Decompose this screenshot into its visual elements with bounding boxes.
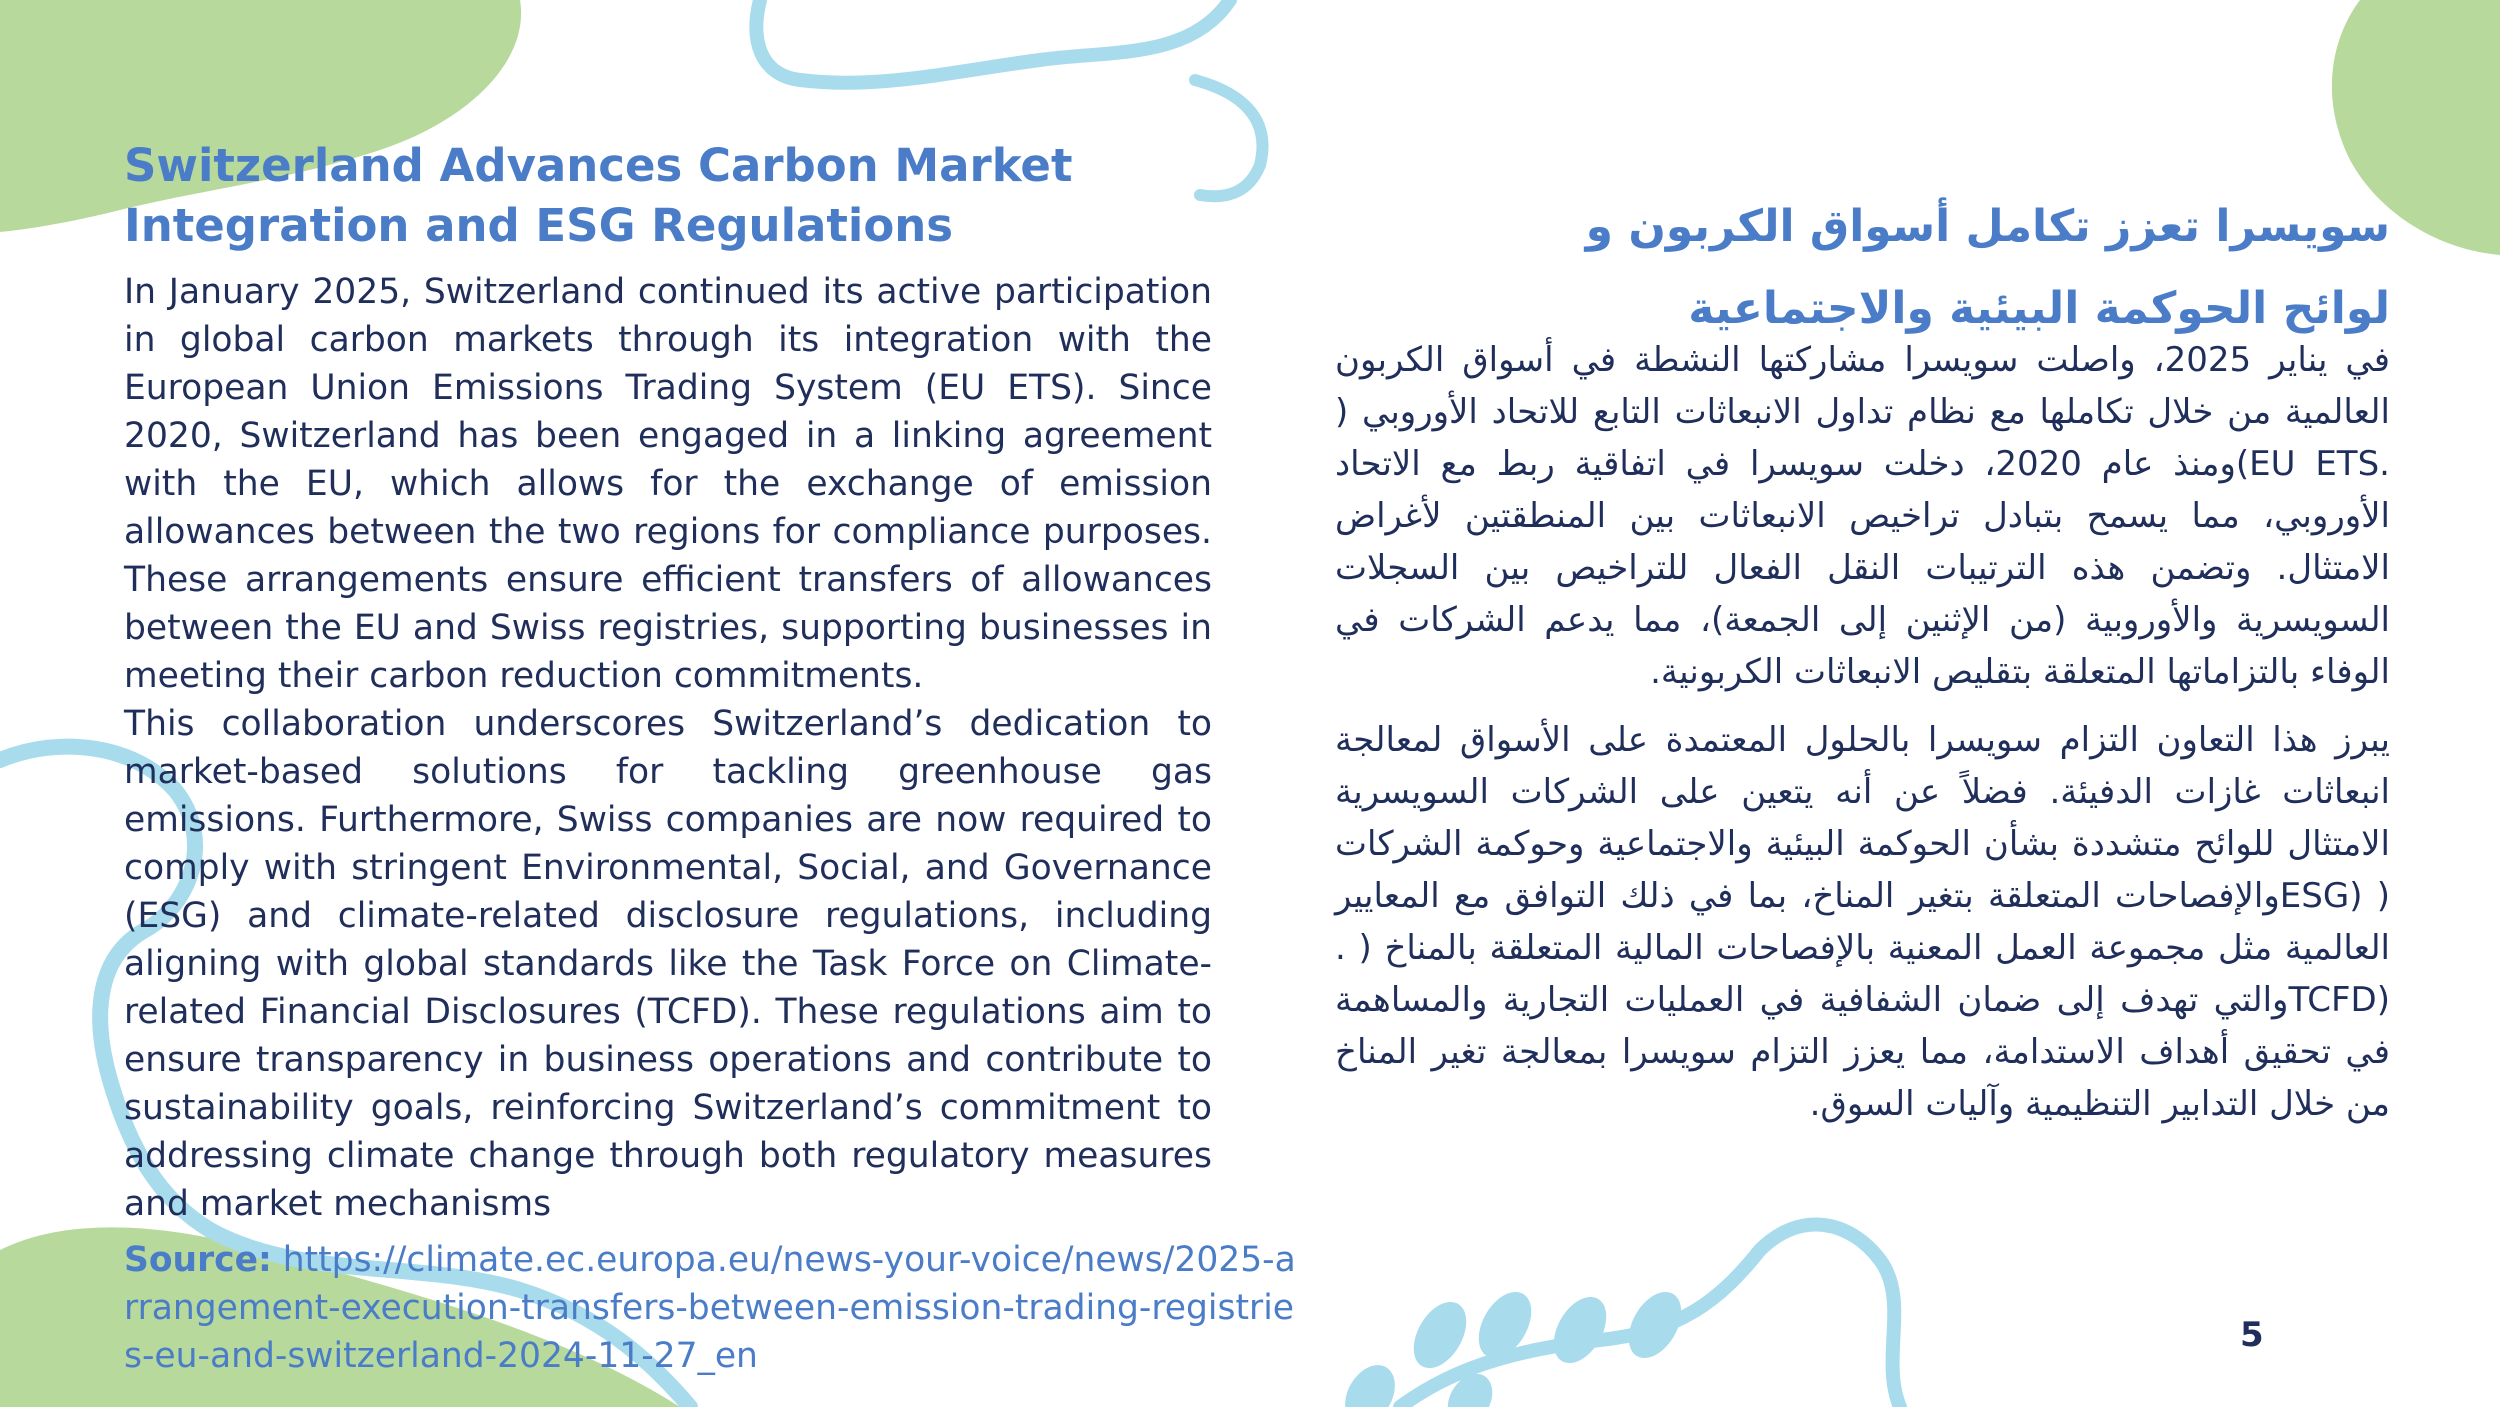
english-paragraph-1: In January 2025, Switzerland continued its active participation in global carbon markets through its integration with the European Union Emissions Trading System (EU ETS). Since 2020, Switzerland has been engaged in a linking agreement with the EU, which allows for the exchange of emission allowances between the two regions for compliance purposes. These arrangements ensure efficient transfers of allowances between the EU and Swiss registries, supporting businesses in meeting their carbon reduction commitments. <box>124 272 1212 696</box>
cyan-dot <box>1543 1288 1617 1372</box>
cyan-dot <box>1335 1356 1405 1407</box>
arabic-body <box>1335 334 2390 1130</box>
arabic-paragraph-2: يبرز هذا التعاون التزام سويسرا بالحلول المعتمدة على الأسواق لمعالجة انبعاثات غازات الدفيئة. فضلاً عن أنه يتعين على الشركات السويسرية الامتثال للوائح متشددة بشأن الحوكمة البيئية والاجتماعية وحوكمة الشركات ( (ESGوالإفصاحات المتعلقة بتغير المناخ، بما في ذلك التوافق مع المعايير العالمية مثل مجموعة العمل المعنية بالإفصاحات المالية المتعلقة بالمناخ ( .(TCFDوالتي تهدف إلى ضمان الشفافية في العمليات التجارية والمساهمة في تحقيق أهداف الاستدامة، مما يعزز التزام سويسرا بمعالجة تغير المناخ من خلال التدابير التنظيمية وآليات السوق. <box>1335 720 2390 1124</box>
cyan-squiggle-top <box>756 0 1230 83</box>
page-number: 5 <box>2240 1315 2264 1355</box>
source-citation <box>124 1236 1304 1380</box>
source-link[interactable]: https://climate.ec.europa.eu/news-your-voice/news/2025-arrangement-execution-transfers-between-emission-trading-registries-eu-and-switzerland-2024-11-27_en <box>124 1240 1296 1376</box>
english-paragraph-2: This collaboration underscores Switzerland’s dedication to market-based solutions for tackling greenhouse gas emissions. Furthermore, Swiss companies are now required to comply with stringent Environmental, Social, and Governance (ESG) and climate-related disclosure regulations, including aligning with global standards like the Task Force on Climate-related Financial Disclosures (TCFD). These regulations aim to ensure transparency in business operations and contribute to sustainability goals, reinforcing Switzerland’s commitment to addressing climate change through both regulatory measures and market mechanisms <box>124 704 1212 1224</box>
english-title: Switzerland Advances Carbon Market Integration and ESG Regulations <box>124 139 1073 252</box>
cyan-squiggle-top-right <box>1195 80 1262 196</box>
arabic-title: سويسرا تعزز تكامل أسواق الكربون و لوائح الحوكمة البيئية والاجتماعية <box>1585 201 2390 334</box>
arabic-paragraph-1: في يناير 2025، واصلت سويسرا مشاركتها النشطة في أسواق الكربون العالمية من خلال تكاملها مع نظام تداول الانبعاثات التابع للاتحاد الأوروبي ( .EU ETS)ومنذ عام 2020، دخلت سويسرا في اتفاقية ربط مع الاتحاد الأوروبي، مما يسمح بتبادل تراخيص الانبعاثات بين المنطقتين لأغراض الامتثال. وتضمن هذه الترتيبات النقل الفعال للتراخيص بين السجلات السويسرية والأوروبية (من الإثنين إلى الجمعة)، مما يدعم الشركات في الوفاء بالتزاماتها المتعلقة بتقليص الانبعاثات الكربونية. <box>1335 340 2390 692</box>
english-body <box>124 268 1212 1228</box>
source-label: Source: <box>124 1240 272 1280</box>
